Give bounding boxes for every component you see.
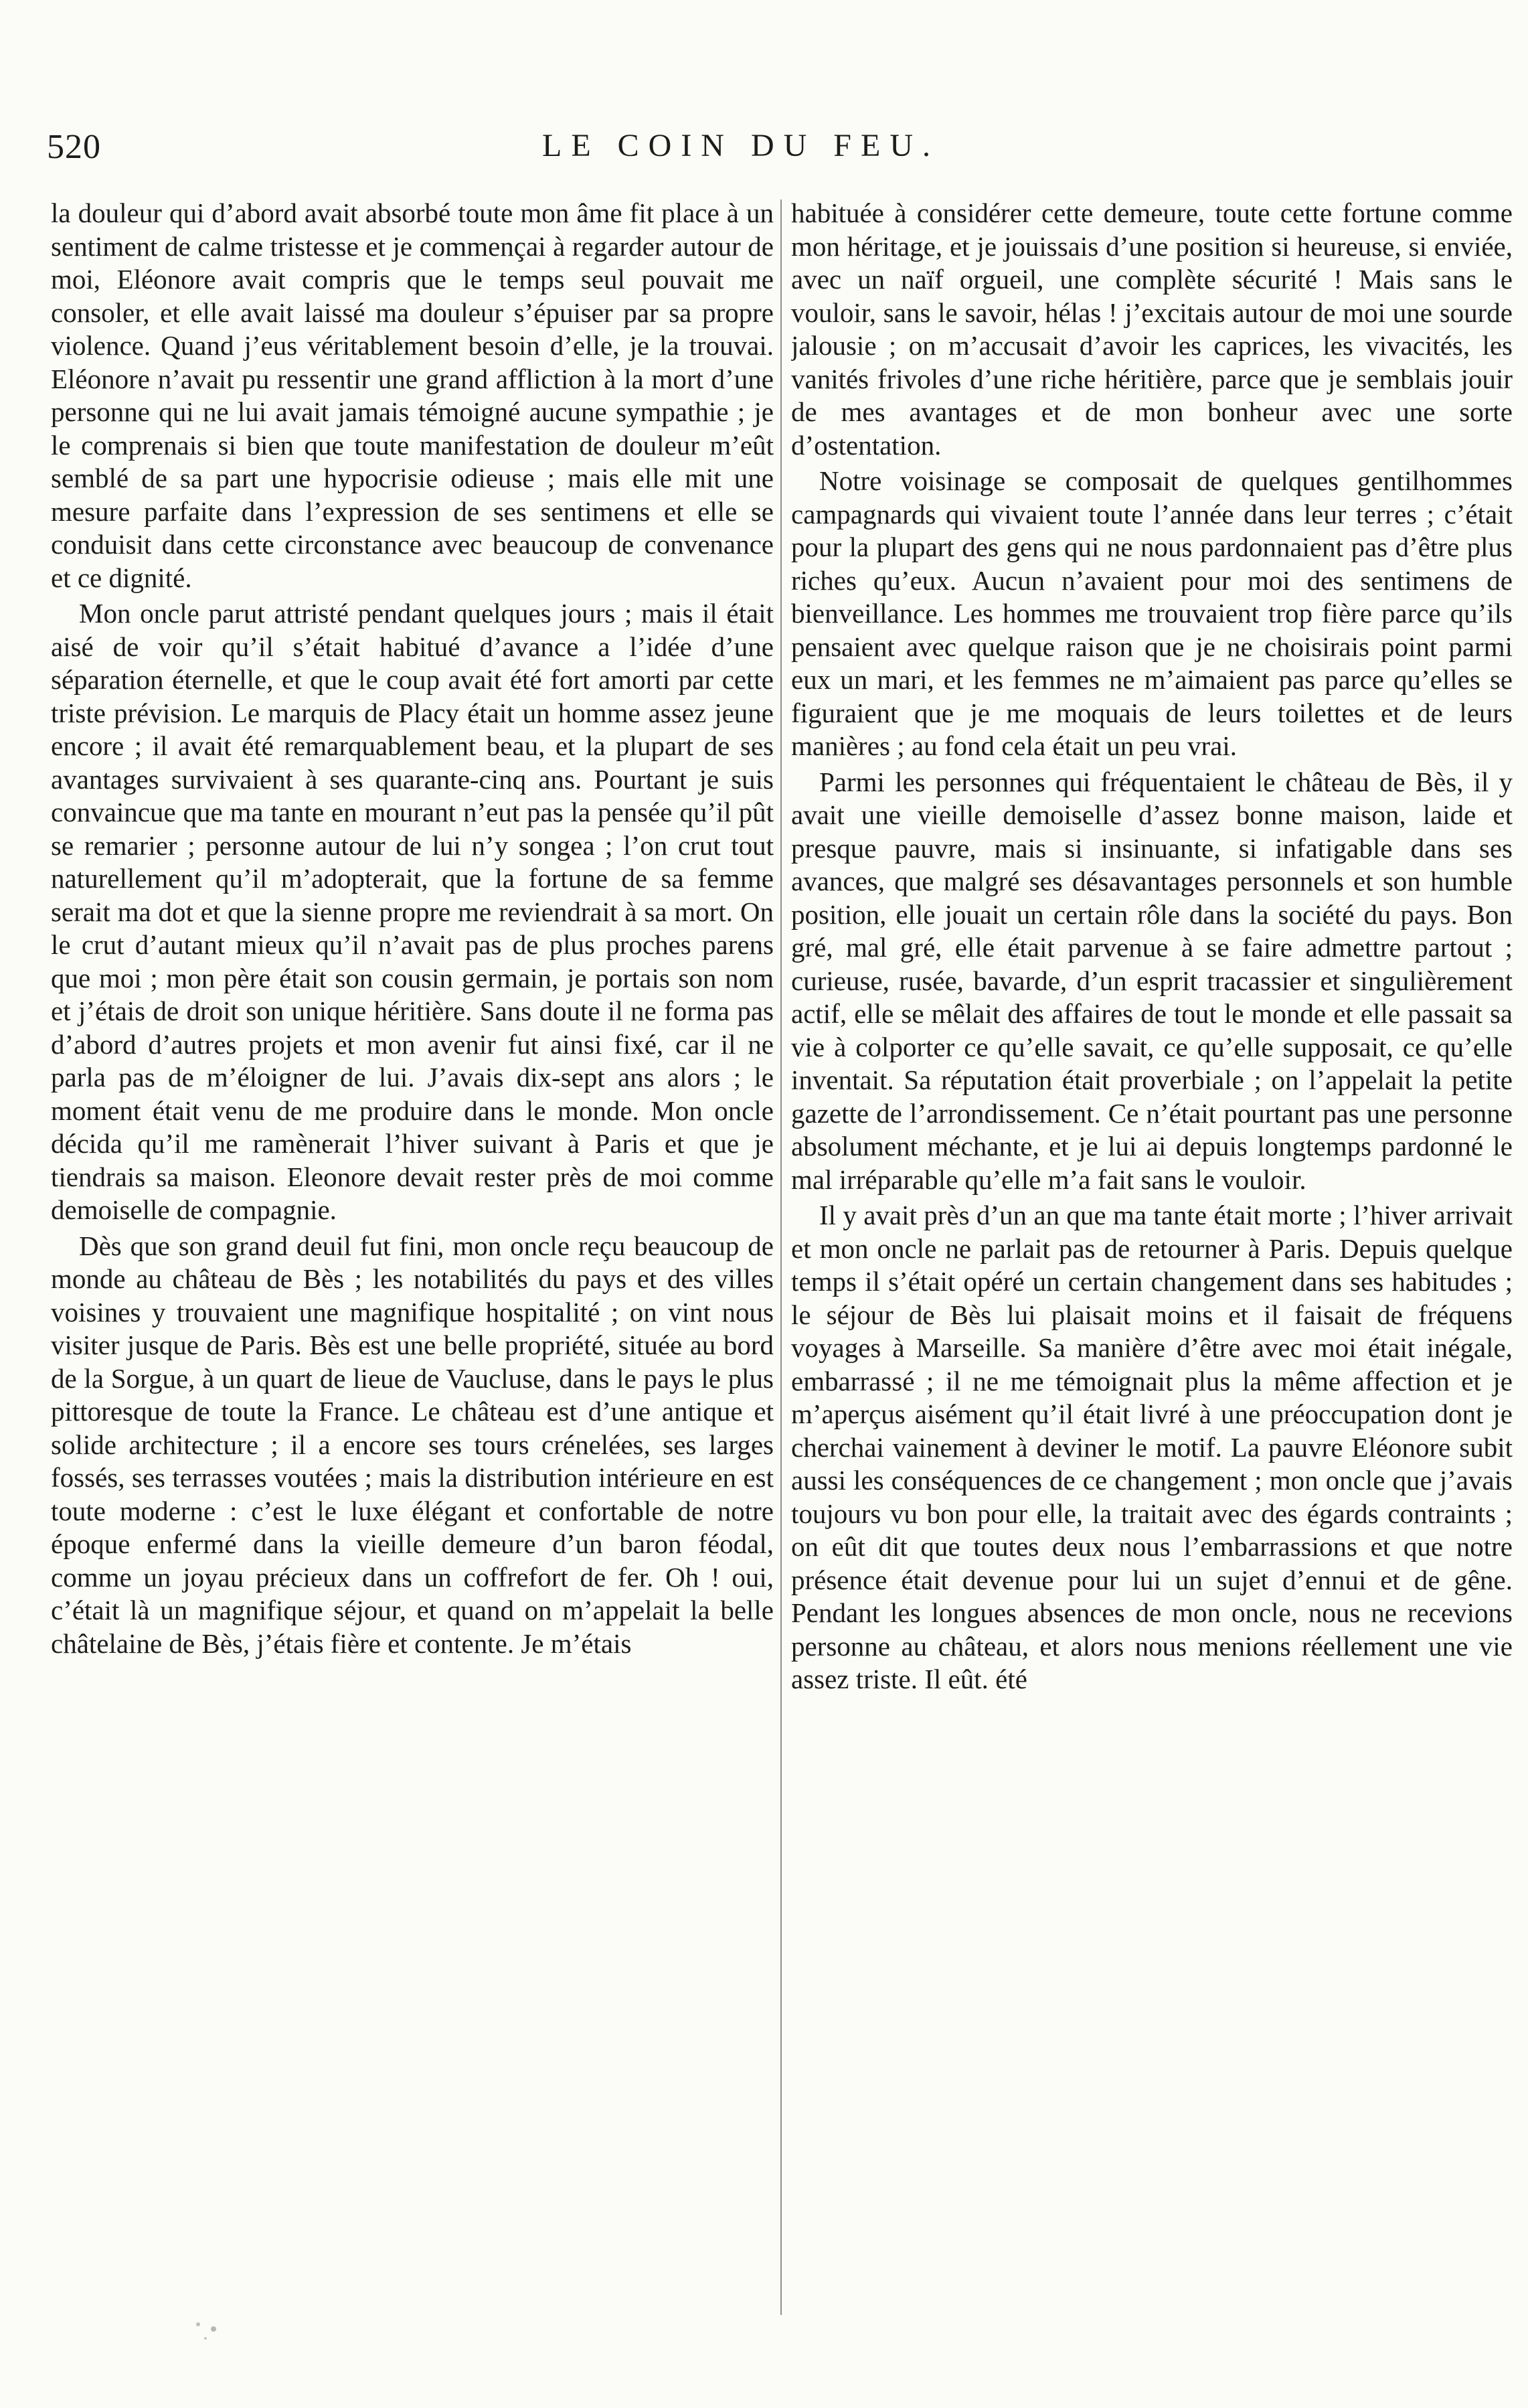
left-paragraph-continuation: la douleur qui d’abord avait absorbé toute mon âme fit place à un sentiment de calme tristesse et je commençai à regarder autour de moi, Eléonore avait compris que le temps seul pouvait me consoler, et elle avait laissé ma douleur s’épuiser par sa propre violence. Quand j’eus véritablement besoin d’elle, je la trouvai. Eléonore n’avait pu ressentir une grand affliction à la mort d’une personne qui ne lui avait jamais témoigné aucune sympathie ; je le comprenais si bien que toute manifestation de douleur m’eût semblé de sa part une hypocrisie odieuse ; mais elle mit une mesure parfaite dans l’expression de ses sentimens et elle se conduisit dans cette circonstance avec beaucoup de convenance et ce dignité. [51,197,774,593]
left-text-column [51,197,774,2346]
right-paragraph-gossip: Parmi les personnes qui fréquentaient le château de Bès, il y avait une vieille demoiselle d’assez bonne maison, laide et presque pauvre, mais si insinuante, si infatigable dans ses avances, que malgré ses désavantages personnels et son humble position, elle jouait un certain rôle dans la société du pays. Bon gré, mal gré, elle était parvenue à se faire admettre partout ; curieuse, rusée, bavarde, d’un esprit tracassier et singulièrement actif, elle se mêlait des affaires de tout le monde et elle passait sa vie à colporter ce qu’elle savait, ce qu’elle supposait, ce qu’elle inventait. Sa réputation était proverbiale ; on l’appelait la petite gazette de l’arrondissement. Ce n’était pourtant pas une personne absolument méchante, et je lui ai depuis longtemps pardonné le mal irréparable qu’elle m’a fait sans le vouloir. [791,766,1513,1195]
running-head [47,127,1481,174]
page-number: 520 [47,128,101,166]
right-paragraph-changes: Il y avait près d’un an que ma tante était morte ; l’hiver arrivait et mon oncle ne parlait pas de retourner à Paris. Depuis quelque temps il s’était opéré un certain changement dans ses habitudes ; le séjour de Bès lui plaisait moins et il faisait de fréquens voyages à Marseille. Sa manière d’être avec moi était inégale, embarrassé ; il ne me témoignait plus la même affection et je m’aperçus aisément qu’il était livré à une préoccupation dont je cherchai vainement à deviner le motif. La pauvre Eléonore subit aussi les conséquences de ce changement ; mon oncle que j’avais toujours vu bon pour elle, la traitait avec des égards contraints ; on eût dit que toutes deux nous l’embarrassions et que notre présence était devenue pour lui un sujet d’ennui et de gêne. Pendant les longues absences de mon oncle, nous ne recevions personne au château, et alors nous menions réellement une vie assez triste. Il eût. été [791,1200,1513,1694]
right-text-column [791,197,1513,2346]
column-divider-rule [780,199,782,2315]
scan-smudge [191,2319,245,2346]
right-paragraph-continuation: habituée à considérer cette demeure, toute cette fortune comme mon héritage, et je jouissais d’une position si heureuse, si enviée, avec un naïf orgueil, une complète sécurité ! Mais sans le vouloir, sans le savoir, hélas ! j’excitais autour de moi une sourde jalousie ; on m’accusait d’avoir les caprices, les vivacités, les vanités frivoles d’une riche héritière, parce que je semblais jouir de mes avantages et de mon bonheur avec une sorte d’ostentation. [791,197,1513,461]
left-paragraph-uncle: Mon oncle parut attristé pendant quelques jours ; mais il était aisé de voir qu’il s’était habitué d’avance a l’idée d’une séparation éternelle, et que le coup avait été fort amorti par cette triste prévision. Le marquis de Placy était un homme assez jeune encore ; il avait été remarquablement beau, et la plupart de ses avantages survivaient à ses quarante-cinq ans. Pourtant je suis convaincue que ma tante en mourant n’eut pas la pensée qu’il pût se remarier ; personne autour de lui n’y songea ; l’on crut tout naturellement qu’il m’adopterait, que la fortune de sa femme serait ma dot et que la sienne propre me reviendrait à sa mort. On le crut d’autant mieux qu’il n’avait pas de plus proches parens que moi ; mon père était son cousin germain, je portais son nom et j’étais de droit son unique héritière. Sans doute il ne forma pas d’abord d’autres projets et mon avenir fut ainsi fixé, car il ne parla pas de m’éloigner de lui. J’avais dix-sept ans alors ; le moment était venu de me produire dans le monde. Mon oncle décida qu’il me ramènerait l’hiver suivant à Paris et que je tiendrais sa maison. Eleonore devait rester près de moi comme demoiselle de compagnie. [51,598,774,1225]
running-title: LE COIN DU FEU. [542,128,940,163]
left-paragraph-chateau: Dès que son grand deuil fut fini, mon oncle reçu beaucoup de monde au château de Bès ; les notabilités du pays et des villes voisines y trouvaient une magnifique hospitalité ; on vint nous visiter jusque de Paris. Bès est une belle propriété, située au bord de la Sorgue, à un quart de lieue de Vaucluse, dans le pays le plus pittoresque de toute la France. Le château est d’une antique et solide architecture ; il a encore ses tours crénelées, ses larges fossés, ses terrasses voutées ; mais la distribution intérieure en est toute moderne : c’est le luxe élégant et confortable de notre époque enfermé dans la vieille demeure d’un baron féodal, comme un joyau précieux dans un coffrefort de fer. Oh ! oui, c’était là un magnifique séjour, et quand on m’appelait la belle châtelaine de Bès, j’étais fière et contente. Je m’étais [51,1230,774,1659]
right-paragraph-neighbors: Notre voisinage se composait de quelques gentilhommes campagnards qui vivaient toute l’année dans leur terres ; c’était pour la plupart des gens qui ne nous pardonnaient pas d’être plus riches qu’eux. Aucun n’avaient pour moi des sentimens de bienveillance. Les hommes me trouvaient trop fière parce qu’ils pensaient avec quelque raison que je ne choisirais point parmi eux un mari, et les femmes ne m’aimaient pas parce qu’elles se figuraient que je me moquais de leurs toilettes et de leurs manières ; au fond cela était un peu vrai. [791,465,1513,761]
